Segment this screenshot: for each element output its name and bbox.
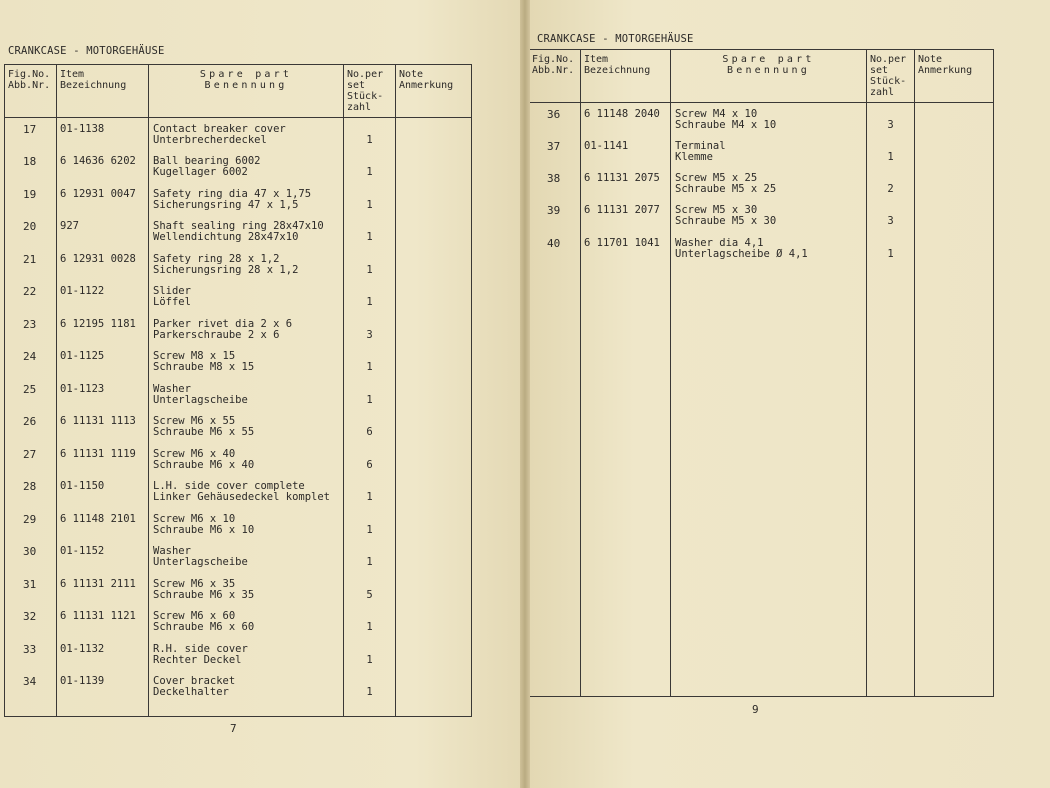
empty-cell [5,703,57,717]
part-number: 6 11148 2040 [584,108,660,120]
table-row [5,508,472,541]
part-number-cell [57,183,149,216]
part-number: 6 11131 2075 [584,172,660,185]
fig-number: 31 [23,577,37,591]
header-quantity: No.per set Stück- zahl [344,65,396,118]
header-fig-no: Fig.No. Abb.Nr. [530,50,581,103]
parts-table-body [5,118,472,717]
part-number-cell [57,508,149,541]
description-german: Unterlagscheibe Ø 4,1 [675,247,808,260]
fig-number: 34 [23,675,37,688]
header-spare-part: Spare part Benennung [671,50,867,103]
quantity-cell [344,443,396,476]
empty-filler-row [5,703,472,717]
quantity-cell [867,199,915,231]
description-german: Parkerschraube 2 x 6 [153,328,280,341]
note-cell-cell [396,638,472,671]
quantity-value: 1 [366,231,373,243]
note-cell-cell [396,248,472,281]
note-cell-cell [396,573,472,606]
description-english: Contact breaker cover [153,123,286,135]
note-cell-cell [396,345,472,378]
table-row [5,475,472,508]
description-german: Löffel [153,296,191,308]
fig-number: 40 [547,236,561,250]
empty-cell [671,264,867,697]
fig-number: 30 [23,545,37,558]
part-number: 6 11131 1119 [60,447,136,460]
fig-number: 32 [23,610,37,623]
description-german: Schraube M5 x 30 [675,215,777,228]
part-number: 6 11131 1113 [60,415,136,427]
part-description-cell [149,670,344,703]
part-number-cell [57,313,149,346]
empty-cell [149,703,344,717]
quantity-cell [867,135,915,167]
table-row [5,150,472,183]
part-description-cell [671,232,867,264]
note-cell-cell [396,183,472,216]
note-cell-cell [915,103,994,135]
quantity-value: 5 [366,588,373,601]
fig-number: 24 [23,350,37,363]
quantity-value: 1 [366,393,373,406]
quantity-cell [344,150,396,183]
section-title: CRANKCASE - MOTORGEHÄUSE [8,45,165,57]
quantity-value: 1 [887,150,894,163]
table-row [530,135,994,167]
fig-number-cell [5,638,57,671]
description-german: Unterlagscheibe [153,393,248,406]
empty-cell [530,264,581,697]
fig-number-cell [5,345,57,378]
fig-number-cell [5,475,57,508]
quantity-value: 1 [366,686,373,698]
part-description-cell [149,443,344,476]
part-number: 01-1122 [60,285,105,297]
quantity-value: 3 [887,215,894,228]
part-description-cell [149,248,344,281]
table-row [5,183,472,216]
fig-number: 37 [547,139,561,153]
section-title: CRANKCASE - MOTORGEHÄUSE [537,33,694,45]
fig-number: 39 [547,204,561,218]
note-cell-cell [396,475,472,508]
note-cell-cell [915,135,994,167]
part-description-cell [149,313,344,346]
part-number-cell [581,232,671,264]
fig-number: 22 [23,285,37,298]
part-number: 6 11148 2101 [60,512,136,525]
quantity-value: 1 [887,247,894,260]
part-number: 6 11131 1121 [60,610,136,622]
description-english: Shaft sealing ring 28x47x10 [153,220,324,232]
description-english: Parker rivet dia 2 x 6 [153,317,293,330]
fig-number-cell [5,118,57,151]
table-row [5,118,472,151]
quantity-value: 1 [366,523,373,536]
description-german: Unterlagscheibe [153,556,248,568]
description-english: Ball bearing 6002 [153,155,261,167]
part-number-cell [57,150,149,183]
note-cell-cell [396,215,472,248]
quantity-cell [344,540,396,573]
quantity-value: 1 [366,166,373,178]
part-number: 6 14636 6202 [60,155,136,167]
description-english: Washer dia 4,1 [675,236,764,249]
part-description-cell [149,475,344,508]
table-row [5,605,472,638]
fig-number-cell [5,313,57,346]
quantity-cell [344,508,396,541]
note-cell-cell [396,118,472,151]
table-row [5,215,472,248]
fig-number: 21 [23,252,37,266]
note-cell-cell [915,232,994,264]
part-description-cell [149,540,344,573]
part-description-cell [149,118,344,151]
note-cell-cell [396,150,472,183]
part-number: 01-1152 [60,545,105,557]
fig-number: 36 [547,108,561,121]
fig-number-cell [5,248,57,281]
description-english: Terminal [675,139,726,152]
quantity-cell [344,313,396,346]
fig-number: 25 [23,382,37,396]
quantity-value: 1 [366,491,373,503]
description-german: Sicherungsring 28 x 1,2 [153,263,299,276]
fig-number-cell [530,135,581,167]
part-number-cell [57,410,149,443]
quantity-value: 6 [366,426,373,438]
quantity-value: 1 [366,198,373,211]
part-number: 01-1141 [584,139,629,152]
description-german: Deckelhalter [153,686,229,698]
part-number: 01-1150 [60,480,105,492]
quantity-cell [344,670,396,703]
part-number-cell [57,638,149,671]
part-number-cell [57,215,149,248]
note-cell-cell [396,378,472,411]
table-row [530,103,994,135]
book-gutter [520,0,530,788]
fig-number: 17 [23,123,37,136]
part-number-cell [581,135,671,167]
description-german: Unterbrecherdeckel [153,134,267,146]
table-row [5,670,472,703]
part-description-cell [671,167,867,199]
right-page [530,0,1050,788]
part-description-cell [671,135,867,167]
note-cell-cell [396,605,472,638]
part-description-cell [149,150,344,183]
description-english: L.H. side cover complete [153,480,305,492]
quantity-cell [344,410,396,443]
parts-table [4,64,472,717]
quantity-cell [344,215,396,248]
description-english: Screw M8 x 15 [153,350,236,362]
part-number-cell [57,475,149,508]
fig-number: 28 [23,480,37,493]
fig-number: 27 [23,447,37,461]
fig-number-cell [530,232,581,264]
fig-number-cell [530,199,581,231]
part-number-cell [581,103,671,135]
note-cell-cell [396,313,472,346]
fig-number-cell [5,183,57,216]
header-spare-part: Spare part Benennung [149,65,344,118]
fig-number: 18 [23,155,37,168]
parts-table [530,49,994,697]
quantity-value: 1 [366,263,373,276]
quantity-cell [867,232,915,264]
page-number: 9 [752,703,759,716]
quantity-cell [344,605,396,638]
part-description-cell [149,345,344,378]
description-english: R.H. side cover [153,642,248,655]
quantity-value: 1 [366,556,373,568]
table-row [5,378,472,411]
note-cell-cell [396,670,472,703]
fig-number: 26 [23,415,37,428]
part-number: 6 11131 2077 [584,204,660,217]
part-description-cell [149,215,344,248]
description-english: Screw M5 x 25 [675,172,758,185]
part-number: 01-1123 [60,382,105,395]
fig-number-cell [5,670,57,703]
part-description-cell [149,605,344,638]
left-page [0,0,520,788]
header-note: Note Anmerkung [396,65,472,118]
fig-number-cell [5,508,57,541]
note-cell-cell [396,508,472,541]
part-description-cell [149,638,344,671]
part-number-cell [581,167,671,199]
part-number: 01-1139 [60,675,105,687]
part-number: 6 11701 1041 [584,236,660,249]
fig-number-cell [5,605,57,638]
fig-number-cell [5,410,57,443]
fig-number: 38 [547,172,561,186]
quantity-cell [344,280,396,313]
quantity-cell [344,573,396,606]
part-number-cell [57,443,149,476]
fig-number: 23 [23,317,37,331]
description-english: Screw M6 x 60 [153,610,236,622]
fig-number-cell [5,540,57,573]
description-english: Screw M6 x 10 [153,512,236,525]
note-cell-cell [915,167,994,199]
quantity-value: 1 [366,134,373,146]
quantity-cell [344,638,396,671]
quantity-value: 1 [366,296,373,308]
part-number-cell [57,345,149,378]
description-german: Schraube M6 x 60 [153,621,255,633]
quantity-cell [344,183,396,216]
quantity-value: 1 [366,361,373,373]
fig-number: 20 [23,220,37,233]
part-number: 6 12195 1181 [60,317,136,330]
table-row [5,280,472,313]
description-german: Kugellager 6002 [153,166,248,178]
part-description-cell [149,573,344,606]
fig-number-cell [530,103,581,135]
empty-cell [581,264,671,697]
description-german: Schraube M4 x 10 [675,119,777,131]
empty-cell [57,703,149,717]
description-german: Schraube M6 x 40 [153,458,255,471]
empty-filler-row [530,264,994,697]
part-number-cell [57,378,149,411]
header-note: Note Anmerkung [915,50,994,103]
page-number: 7 [230,722,237,735]
quantity-cell [867,103,915,135]
part-number-cell [57,540,149,573]
header-fig-no: Fig.No. Abb.Nr. [5,65,57,118]
quantity-value: 3 [366,328,373,341]
quantity-cell [344,475,396,508]
table-row [5,345,472,378]
fig-number: 19 [23,187,37,201]
part-number: 01-1125 [60,350,105,362]
description-german: Schraube M6 x 35 [153,588,255,601]
fig-number-cell [5,378,57,411]
table-row [5,313,472,346]
quantity-cell [344,248,396,281]
description-german: Schraube M6 x 55 [153,426,255,438]
part-number-cell [57,280,149,313]
description-english: Cover bracket [153,675,236,687]
description-english: Screw M6 x 35 [153,577,236,590]
table-row [5,573,472,606]
note-cell-cell [396,280,472,313]
table-row [5,443,472,476]
description-german: Linker Gehäusedeckel komplet [153,491,331,503]
table-row [5,410,472,443]
quantity-value: 6 [366,458,373,471]
quantity-value: 2 [887,183,894,196]
description-english: Safety ring 28 x 1,2 [153,252,280,265]
note-cell-cell [396,443,472,476]
note-cell-cell [396,540,472,573]
part-number: 6 12931 0047 [60,187,136,200]
fig-number-cell [5,280,57,313]
part-number-cell [57,573,149,606]
part-number-cell [57,670,149,703]
part-description-cell [149,410,344,443]
fig-number-cell [5,150,57,183]
table-row [5,540,472,573]
description-english: Washer [153,382,191,395]
header-item: Item Bezeichnung [581,50,671,103]
part-description-cell [149,378,344,411]
note-cell-cell [915,199,994,231]
quantity-value: 1 [366,621,373,633]
description-german: Sicherungsring 47 x 1,5 [153,198,299,211]
description-english: Screw M5 x 30 [675,204,758,217]
quantity-cell [867,167,915,199]
header-item: Item Bezeichnung [57,65,149,118]
header-quantity: No.per set Stück- zahl [867,50,915,103]
description-english: Safety ring dia 47 x 1,75 [153,187,312,200]
description-german: Schraube M5 x 25 [675,183,777,196]
description-english: Screw M6 x 55 [153,415,236,427]
part-description-cell [671,199,867,231]
part-number: 6 12931 0028 [60,252,136,265]
table-row [5,248,472,281]
description-german: Klemme [675,150,713,163]
table-row [5,638,472,671]
fig-number-cell [5,443,57,476]
description-german: Rechter Deckel [153,653,242,666]
quantity-value: 3 [887,119,894,131]
fig-number-cell [5,573,57,606]
part-number-cell [581,199,671,231]
table-row [530,199,994,231]
fig-number-cell [5,215,57,248]
empty-cell [867,264,915,697]
part-number: 01-1138 [60,123,105,135]
fig-number: 33 [23,642,37,656]
part-description-cell [149,508,344,541]
quantity-cell [344,118,396,151]
quantity-value: 1 [366,653,373,666]
part-description-cell [149,280,344,313]
description-german: Schraube M8 x 15 [153,361,255,373]
empty-cell [344,703,396,717]
description-german: Schraube M6 x 10 [153,523,255,536]
part-number-cell [57,118,149,151]
description-english: Slider [153,285,191,297]
table-row [530,167,994,199]
fig-number-cell [530,167,581,199]
note-cell-cell [396,410,472,443]
table-row [530,232,994,264]
part-number-cell [57,605,149,638]
part-number-cell [57,248,149,281]
description-english: Washer [153,545,191,557]
empty-cell [915,264,994,697]
parts-table-body [530,103,994,697]
part-number: 927 [60,220,79,232]
part-description-cell [671,103,867,135]
description-german: Wellendichtung 28x47x10 [153,231,299,243]
quantity-cell [344,345,396,378]
quantity-cell [344,378,396,411]
part-description-cell [149,183,344,216]
empty-cell [396,703,472,717]
fig-number: 29 [23,512,37,526]
part-number: 6 11131 2111 [60,577,136,590]
part-number: 01-1132 [60,642,105,655]
description-english: Screw M4 x 10 [675,108,758,120]
description-english: Screw M6 x 40 [153,447,236,460]
